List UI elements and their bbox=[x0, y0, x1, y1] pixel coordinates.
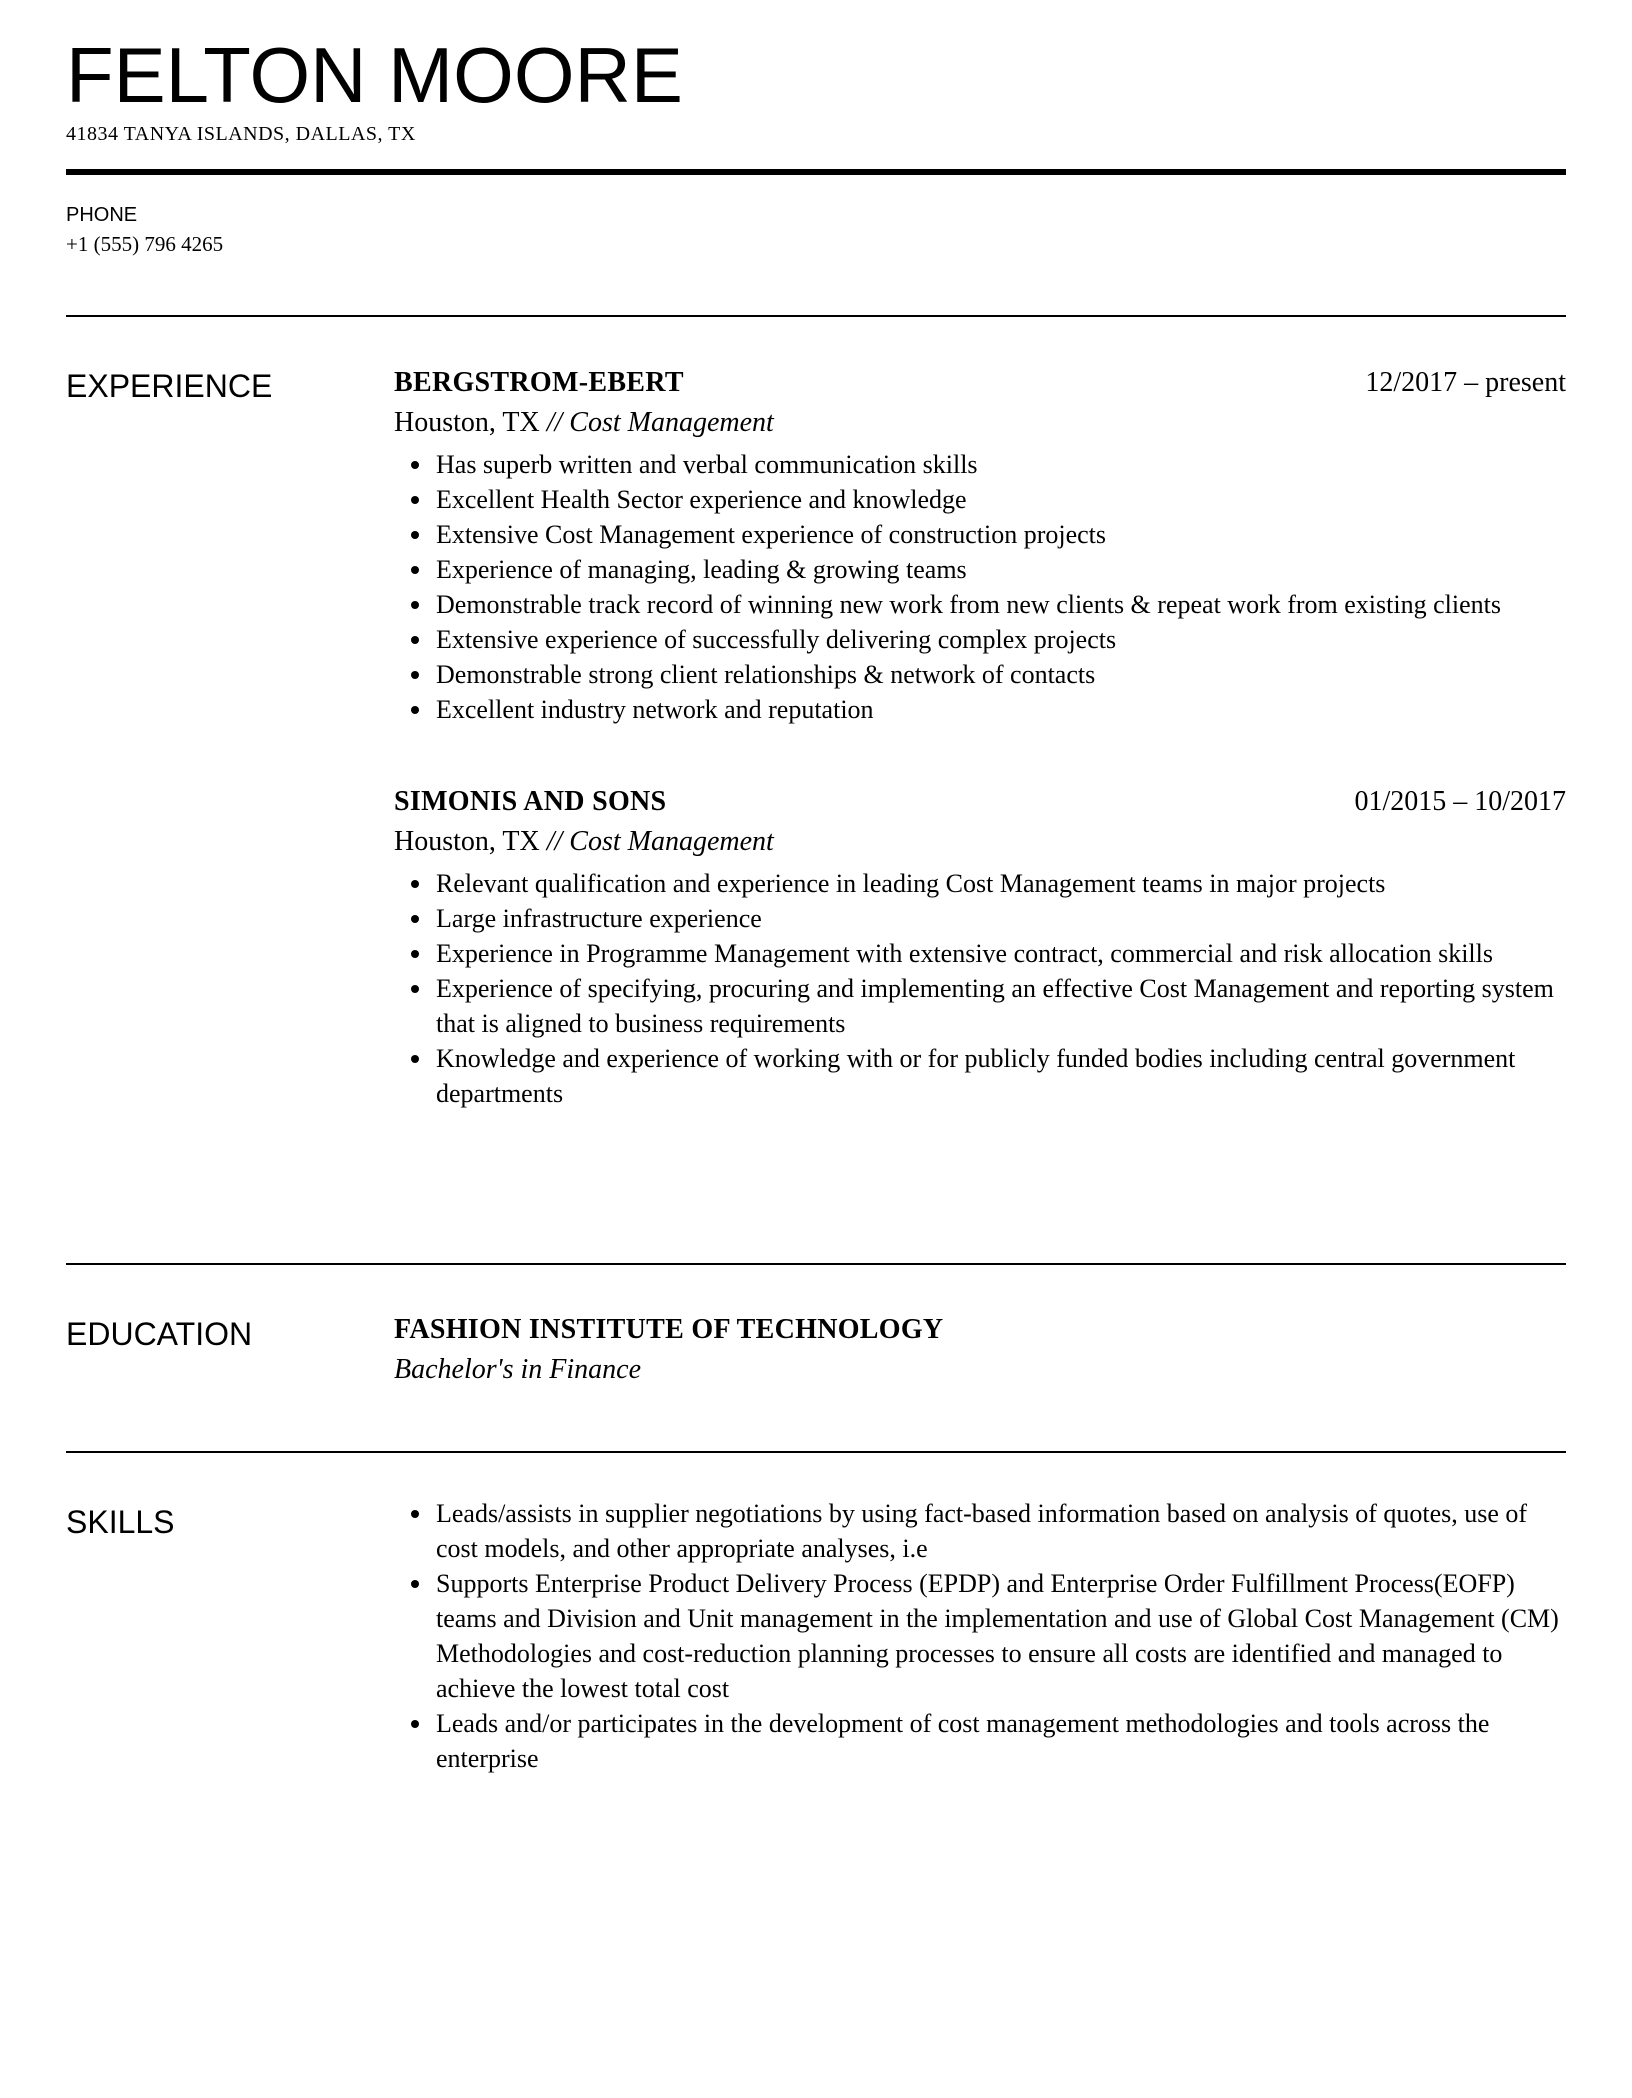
job-subline bbox=[394, 822, 1566, 862]
degree: Bachelor's in Finance bbox=[394, 1354, 642, 1385]
education-title: EDUCATION bbox=[66, 1316, 253, 1352]
candidate-address: 41834 TANYA ISLANDS, DALLAS, TX bbox=[66, 123, 416, 145]
candidate-name: FELTON MOORE bbox=[66, 31, 683, 119]
experience-divider bbox=[66, 1263, 1566, 1265]
skill-bullet: Leads/assists in supplier negotiations by using fact-based information based on analysis of quotes, use of cost models, and other appropriate analyses, i.e bbox=[436, 1496, 1566, 1566]
header-divider bbox=[66, 169, 1566, 175]
job-location: Houston, TX bbox=[394, 826, 540, 857]
job-subline bbox=[394, 403, 1566, 443]
job-bullets bbox=[394, 866, 1566, 1111]
school-name: FASHION INSTITUTE OF TECHNOLOGY bbox=[394, 1314, 944, 1345]
job-bullet: Experience of specifying, procuring and implementing an effective Cost Management and reporting system that is aligned to business requirements bbox=[436, 971, 1566, 1041]
experience-list bbox=[394, 363, 1566, 1166]
job-dates: 01/2015 – 10/2017 bbox=[1354, 786, 1566, 817]
job-bullet: Excellent Health Sector experience and knowledge bbox=[436, 482, 1566, 517]
job-dates: 12/2017 – present bbox=[1365, 367, 1566, 398]
contact-divider bbox=[66, 315, 1566, 317]
job-separator: // bbox=[546, 407, 563, 438]
job-bullet: Experience in Programme Management with extensive contract, commercial and risk allocation skills bbox=[436, 936, 1566, 971]
job-bullet: Relevant qualification and experience in leading Cost Management teams in major projects bbox=[436, 866, 1566, 901]
job-bullet: Extensive Cost Management experience of construction projects bbox=[436, 517, 1566, 552]
job-bullet: Knowledge and experience of working with or for publicly funded bodies including central government departments bbox=[436, 1041, 1566, 1111]
experience-title: EXPERIENCE bbox=[66, 368, 273, 404]
phone-label: PHONE bbox=[66, 204, 138, 226]
job-bullet: Excellent industry network and reputation bbox=[436, 692, 1566, 727]
job-entry bbox=[394, 782, 1566, 1111]
skills-title: SKILLS bbox=[66, 1504, 175, 1540]
resume-page bbox=[66, 0, 1566, 2098]
job-bullet: Large infrastructure experience bbox=[436, 901, 1566, 936]
skill-bullet: Supports Enterprise Product Delivery Process (EPDP) and Enterprise Order Fulfillment Process(EOFP) teams and Division and Unit management in the implementation and use of Global Cost Management (CM) Methodologies and cost-reduction planning processes to ensure all costs are identified and managed to achieve the lowest total cost bbox=[436, 1566, 1566, 1706]
job-role: Cost Management bbox=[569, 407, 774, 438]
job-header bbox=[394, 782, 1566, 822]
job-location: Houston, TX bbox=[394, 407, 540, 438]
phone-value: +1 (555) 796 4265 bbox=[66, 232, 224, 256]
job-bullet: Demonstrable strong client relationships & network of contacts bbox=[436, 657, 1566, 692]
job-role: Cost Management bbox=[569, 826, 774, 857]
job-bullet: Extensive experience of successfully delivering complex projects bbox=[436, 622, 1566, 657]
job-employer: BERGSTROM-EBERT bbox=[394, 367, 684, 398]
job-bullet: Experience of managing, leading & growing teams bbox=[436, 552, 1566, 587]
skill-bullet: Leads and/or participates in the development of cost management methodologies and tools across the enterprise bbox=[436, 1706, 1566, 1776]
skill-bullets bbox=[394, 1496, 1566, 1776]
job-entry bbox=[394, 363, 1566, 727]
job-bullet: Has superb written and verbal communication skills bbox=[436, 447, 1566, 482]
job-employer: SIMONIS AND SONS bbox=[394, 786, 667, 817]
skills-list bbox=[394, 1496, 1566, 1776]
job-bullets bbox=[394, 447, 1566, 727]
education-entry bbox=[394, 1310, 1566, 1390]
job-separator: // bbox=[546, 826, 563, 857]
education-divider bbox=[66, 1451, 1566, 1453]
job-header bbox=[394, 363, 1566, 403]
job-bullet: Demonstrable track record of winning new work from new clients & repeat work from existing clients bbox=[436, 587, 1566, 622]
